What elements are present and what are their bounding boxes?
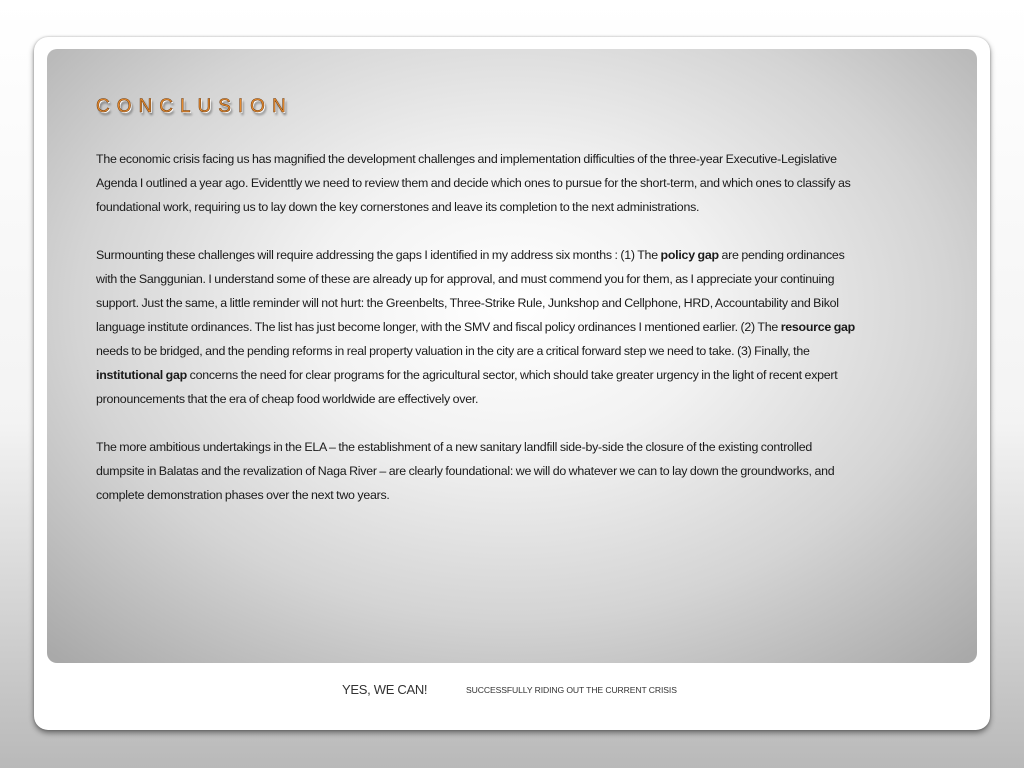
slide-body bbox=[96, 147, 856, 531]
slide-frame bbox=[34, 37, 990, 730]
paragraph-1-text: The economic crisis facing us has magnified the development challenges and implementation difficulties of the three-year Executive-Legislative Agenda I outlined a year ago. Evidenttly we need to review them and decide which ones to pursue for the short-term, and which ones to classify as foundational work, requiring us to lay down the key cornerstones and leave its completion to the next administrations. bbox=[96, 152, 851, 214]
paragraph-3-text: The more ambitious undertakings in the ELA – the establishment of a new sanitary landfill side-by-side the closure of the existing controlled dumpsite in Balatas and the revalization of Naga River – are clearly foundational: we will do whatever we can to lay down the groundworks, and complete demonstration phases over the next two years. bbox=[96, 440, 835, 502]
paragraph-3 bbox=[96, 435, 856, 507]
policy-gap-term: policy gap bbox=[660, 248, 719, 262]
institutional-gap-term: institutional gap bbox=[96, 368, 187, 382]
resource-gap-term: resource gap bbox=[780, 320, 856, 334]
footer-subtitle: SUCCESSFULLY RIDING OUT THE CURRENT CRISIS bbox=[466, 685, 677, 695]
slide-title: CONCLUSION bbox=[96, 96, 293, 117]
content-panel bbox=[47, 49, 977, 663]
paragraph-2-text-b: are pending ordinances with the Sanggunian. I understand some of these are already up for approval, and must commend you for them, as I appreciate your continuing support. Just the same, a little reminder will not hurt: the Greenbelts, Three-Strike Rule, Junkshop and Cellphone, HRD, Accountability and Bikol language institute ordinances. The list has just become longer, with the SMV and fiscal policy ordinances I mentioned earlier. (2) The bbox=[96, 248, 845, 334]
paragraph-2 bbox=[96, 243, 856, 411]
paragraph-1 bbox=[96, 147, 856, 219]
paragraph-2-text-d: concerns the need for clear programs for the agricultural sector, which should take greater urgency in the light of recent expert pronouncements that the era of cheap food worldwide are effectively over. bbox=[96, 368, 838, 406]
paragraph-2-text-c: needs to be bridged, and the pending reforms in real property valuation in the city are a critical forward step we need to take. (3) Finally, the bbox=[96, 344, 810, 358]
footer-slogan: YES, WE CAN! bbox=[342, 682, 428, 697]
paragraph-2-text-a: Surmounting these challenges will require addressing the gaps I identified in my address six months : (1) The bbox=[96, 248, 661, 262]
